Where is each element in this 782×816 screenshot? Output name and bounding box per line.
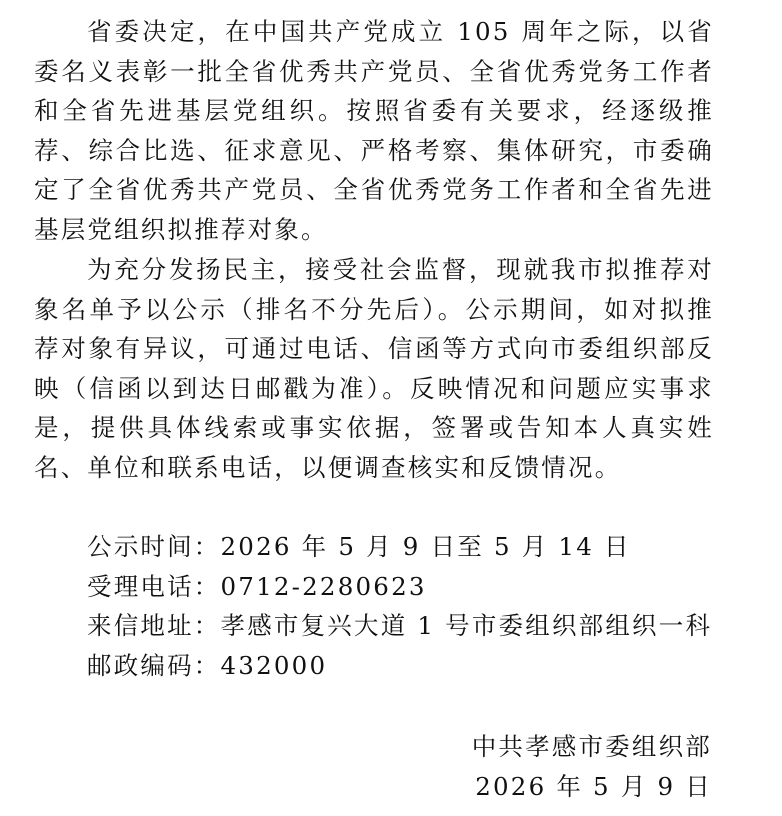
contact-info-block [87,527,727,685]
signature-organization: 中共孝感市委组织部 [471,732,712,761]
signature-date: 2026 年 5 月 9 日 [475,772,712,801]
publicity-period: 公示时间：2026 年 5 月 9 日至 5 月 14 日 [87,532,631,561]
notice-paragraph-1: 省委决定，在中国共产党成立 105 周年之际，以省委名义表彰一批全省优秀共产党员、全省优秀党务工作者和全省先进基层党组织。按照省委有关要求，经逐级推荐、综合比选、征求意见、严格考察、集体研究，市委确定了全省优秀共产党员、全省优秀党务工作者和全省先进基层党组织拟推荐对象。 [34,17,714,244]
postcode-line: 邮政编码：432000 [87,650,328,680]
address-line: 来信地址：孝感市复兴大道 1 号市委组织部组织一科 [87,611,713,641]
notice-paragraph-2: 为充分发扬民主，接受社会监督，现就我市拟推荐对象名单予以公示（排名不分先后）。公示期间，如对拟推荐对象有异议，可通过电话、信函等方式向市委组织部反映（信函以到达日邮戳为准）。反映情况和问题应实事求是，提供具体线索或事实依据，签署或告知本人真实姓名、单位和联系电话，以便调查核实和反馈情况。 [34,255,714,482]
phone-line: 受理电话：0712-2280623 [87,571,427,601]
